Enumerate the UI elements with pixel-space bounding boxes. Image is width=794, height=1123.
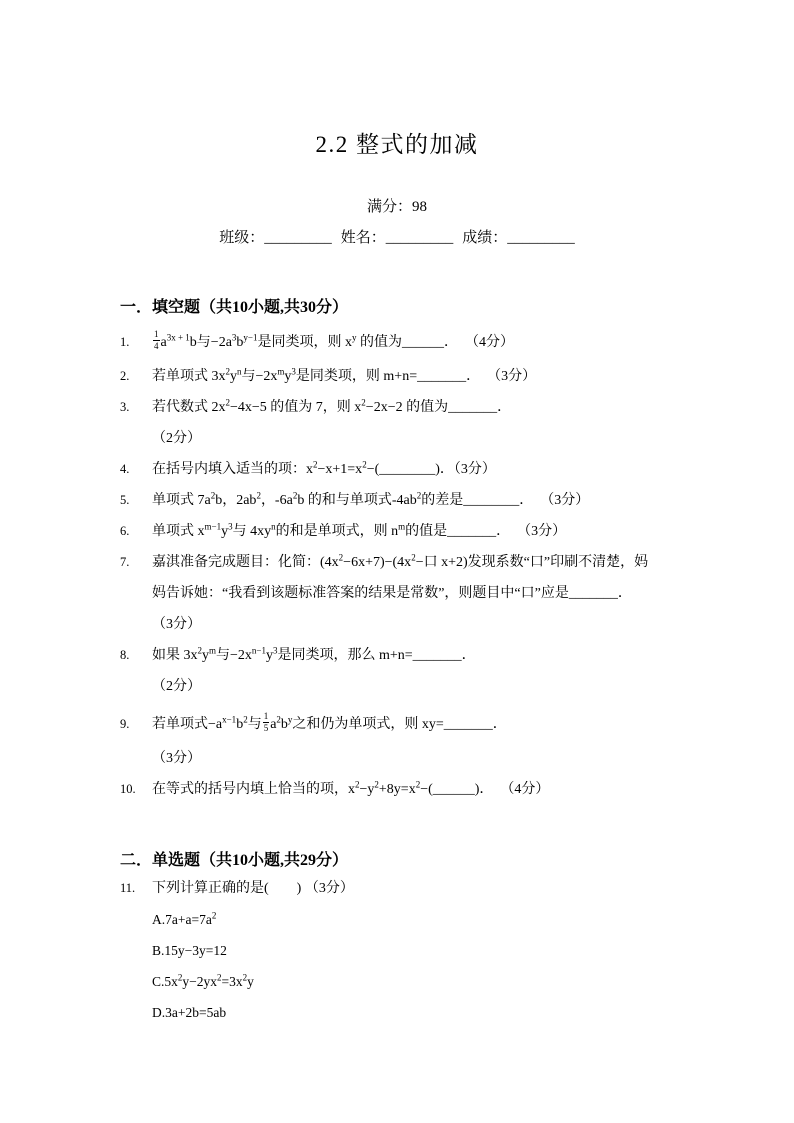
question-item [120, 873, 720, 1028]
question-item [120, 320, 720, 361]
question-line [120, 320, 720, 361]
superscript: 2 [210, 490, 216, 501]
info-blank: _________ [507, 230, 575, 246]
text-run: 是同类项，则 x [257, 335, 352, 350]
superscript: 2 [411, 552, 416, 563]
section-1 [120, 296, 720, 805]
question-item [120, 361, 720, 392]
superscript: 2 [276, 714, 281, 725]
text-run: b [236, 335, 244, 350]
info-field-class [219, 228, 332, 248]
info-label: 班级： [219, 230, 265, 246]
text-run: 的值为______． （4分） [356, 335, 514, 350]
text-run: 妈告诉她：“我看到该题标准答案的结果是常数”，则题目中“口”应是_______． [152, 586, 632, 601]
text-run: −(______)． （4分） [420, 782, 550, 797]
superscript: 3 [231, 332, 237, 343]
text-run: 的值是_______． （3分） [405, 524, 567, 539]
text-run: y [266, 648, 273, 663]
info-blank: _________ [385, 230, 454, 246]
text-run: 若单项式−a [152, 717, 223, 732]
info-field-name [341, 228, 454, 248]
text-run: 与 [247, 717, 262, 732]
answer-option-c [120, 966, 720, 997]
question-line [120, 454, 720, 485]
question-number: 6. [120, 524, 130, 538]
superscript: 2 [225, 397, 230, 408]
text-run: −4x−5 的值为 7，则 x [230, 400, 362, 415]
superscript: m [277, 366, 285, 377]
text-run: A.7a+a=7a [152, 912, 212, 927]
student-info-row [0, 228, 794, 248]
text-run: B.15y−3y=12 [152, 943, 227, 958]
question-item [120, 392, 720, 454]
text-run: 在等式的括号内填上恰当的项，x [152, 782, 355, 797]
page-title: 2.2 整式的加减 [315, 132, 479, 157]
superscript: 2 [243, 714, 248, 725]
text-run: 之和仍为单项式，则 xy=_______． [292, 717, 507, 732]
superscript: 3 [273, 645, 278, 656]
text-run: （2分） [152, 431, 201, 446]
superscript: 2 [416, 490, 422, 501]
question-number: 10. [120, 782, 136, 796]
full-score: 满分：98 [366, 199, 427, 215]
text-run: 的和是单项式，则 n [275, 524, 399, 539]
text-run: C.5x [152, 974, 178, 989]
text-run: y [221, 524, 229, 539]
superscript: 2 [361, 397, 366, 408]
question-line [120, 774, 720, 805]
text-run: 在括号内填入适当的项：x [152, 462, 313, 477]
superscript: n−1 [251, 645, 266, 656]
text-run: 单项式 x [152, 524, 205, 539]
superscript: 2 [313, 459, 318, 470]
superscript: 2 [362, 459, 367, 470]
superscript: m [398, 521, 406, 532]
question-number: 3. [120, 400, 130, 414]
question-number: 9. [120, 717, 130, 731]
question-line [120, 671, 720, 702]
superscript: x−1 [222, 714, 237, 725]
question-number: 1. [120, 335, 130, 349]
text-run: 与−2x [216, 648, 252, 663]
text-run: 如果 3x [152, 648, 198, 663]
text-run: y [230, 369, 237, 384]
text-run: −x+1=x [317, 462, 363, 477]
text-run: ，-6a [260, 493, 293, 508]
text-run: （3分） [152, 617, 201, 632]
question-item [120, 702, 720, 774]
superscript: 2 [338, 552, 344, 563]
text-run: 与 4xy [232, 524, 272, 539]
fraction [263, 712, 270, 733]
fraction [153, 330, 160, 351]
question-line [120, 702, 720, 743]
question-line [120, 609, 720, 640]
text-run: 是同类项，那么 m+n=_______． [277, 648, 476, 663]
superscript: 2 [217, 972, 222, 983]
question-line [120, 547, 720, 578]
superscript: 2 [355, 779, 360, 790]
text-run: b 的和与单项式-4ab [297, 493, 417, 508]
superscript: 2 [415, 779, 421, 790]
text-run: y [202, 648, 209, 663]
text-run: D.3a+2b=5ab [152, 1005, 227, 1020]
text-run: −y [359, 782, 375, 797]
text-run: a [160, 335, 167, 350]
question-line [120, 873, 720, 904]
superscript: 3 [228, 521, 233, 532]
question-number: 11. [120, 881, 136, 895]
question-number: 2. [120, 369, 130, 383]
question-line [120, 516, 720, 547]
text-run: b [280, 717, 288, 732]
superscript: 2 [177, 972, 183, 983]
superscript: m [209, 645, 217, 656]
answer-option-a [120, 904, 720, 935]
answer-option-b [120, 935, 720, 966]
question-line [120, 392, 720, 423]
question-number: 8. [120, 648, 130, 662]
info-field-grade [462, 228, 575, 248]
question-list [120, 296, 720, 1028]
question-item [120, 516, 720, 547]
superscript: n [237, 366, 242, 377]
superscript: y [351, 332, 357, 343]
superscript: m−1 [204, 521, 222, 532]
question-item [120, 774, 720, 805]
text-run: 若代数式 2x [152, 400, 226, 415]
text-run: 下列计算正确的是( ) （3分） [152, 881, 354, 896]
text-run: y [284, 369, 292, 384]
text-run: b，2ab [215, 493, 257, 508]
answer-option-d [120, 997, 720, 1028]
superscript: 3 [291, 366, 296, 377]
question-line [120, 743, 720, 774]
superscript: 2 [225, 366, 230, 377]
question-line [120, 578, 720, 609]
superscript: n [271, 521, 276, 532]
fraction-numerator: 1 [154, 329, 159, 340]
superscript: 3x + 1 [166, 332, 190, 343]
text-run: 与−2x [241, 369, 278, 384]
superscript: 2 [374, 779, 379, 790]
text-run: =3x [221, 974, 243, 989]
info-blank: _________ [264, 230, 332, 246]
question-item [120, 547, 720, 640]
superscript: y−1 [243, 332, 258, 343]
text-run: y [247, 974, 254, 989]
question-number: 7. [120, 555, 130, 569]
question-item [120, 454, 720, 485]
fraction-denominator: 5 [263, 723, 269, 734]
question-item [120, 485, 720, 516]
text-run: b与−2a [189, 335, 232, 350]
question-line [120, 485, 720, 516]
text-run: +8y=x [378, 782, 416, 797]
section-2 [120, 849, 720, 1028]
text-run: −口 x+2)发现系数“口”印刷不清楚，妈 [415, 555, 649, 570]
question-line [120, 640, 720, 671]
text-run: 若单项式 3x [152, 369, 226, 384]
text-run: −6x+7)−(4x [343, 555, 412, 570]
question-number: 5. [120, 493, 130, 507]
text-run: 是同类项，则 m+n=_______． （3分） [295, 369, 537, 384]
info-label: 姓名： [340, 230, 386, 246]
text-run: a [270, 717, 277, 732]
question-line [120, 361, 720, 392]
superscript: y [287, 714, 293, 725]
text-run: 单项式 7a [152, 493, 211, 508]
text-run: −2x−2 的值为_______． [365, 400, 512, 415]
superscript: 2 [211, 910, 217, 921]
text-run: （2分） [152, 679, 201, 694]
text-run: 的差是________． （3分） [421, 493, 590, 508]
superscript: 2 [197, 645, 202, 656]
text-run: y−2yx [182, 974, 218, 989]
info-label: 成绩： [462, 230, 508, 246]
question-item [120, 640, 720, 702]
text-run: b [236, 717, 244, 732]
question-number: 4. [120, 462, 130, 476]
question-line [120, 423, 720, 454]
text-run: 嘉淇准备完成题目：化简：(4x [152, 555, 339, 570]
fraction-numerator: 1 [263, 711, 269, 722]
fraction-denominator: 4 [154, 341, 159, 352]
text-run: −(________)．（3分） [366, 462, 496, 477]
superscript: 2 [256, 490, 261, 501]
superscript: 2 [292, 490, 298, 501]
section-heading: 一．填空题（共10小题,共30分） [120, 299, 349, 316]
section-heading: 二．单选题（共10小题,共29分） [120, 852, 349, 869]
text-run: （3分） [152, 751, 201, 766]
superscript: 2 [242, 972, 248, 983]
